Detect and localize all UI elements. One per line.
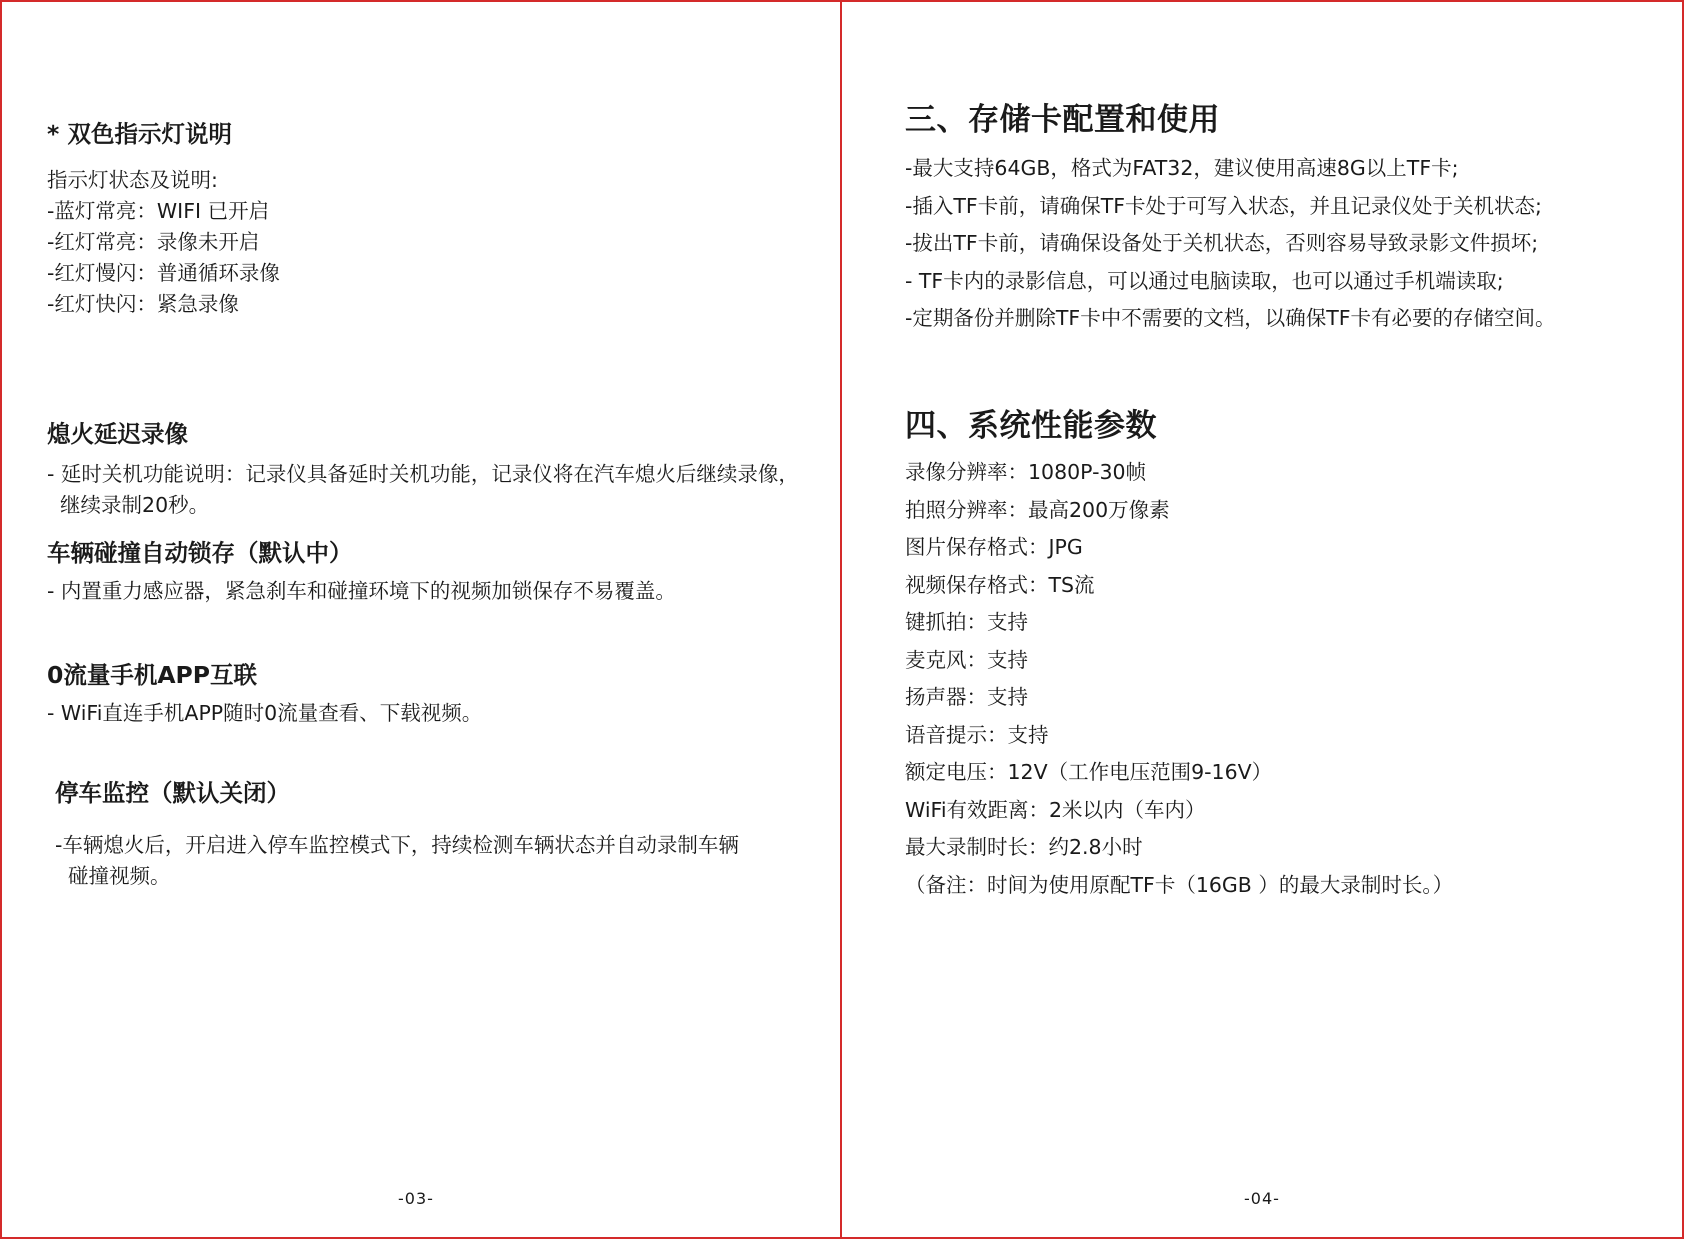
specs-section-body	[905, 454, 1453, 904]
page-number: -04-	[1244, 1189, 1280, 1208]
app-section-title: 0流量手机APP互联	[47, 661, 257, 689]
spec-line: 视频保存格式：TS流	[905, 572, 1095, 597]
led-section-title: * 双色指示灯说明	[47, 120, 232, 148]
spec-line: 额定电压：12V（工作电压范围9-16V）	[905, 760, 1273, 784]
page-number: -03-	[398, 1189, 434, 1208]
spec-line: 录像分辨率：1080P-30帧	[905, 460, 1147, 484]
app-line: - WiFi直连手机APP随时0流量查看、下载视频。	[47, 701, 483, 725]
parking-section-title: 停车监控（默认关闭）	[55, 779, 290, 807]
led-line: 指示灯状态及说明:	[47, 168, 218, 192]
led-line: -红灯常亮：录像未开启	[47, 230, 260, 254]
lock-line: - 内置重力感应器，紧急刹车和碰撞环境下的视频加锁保存不易覆盖。	[47, 579, 676, 603]
led-section-body	[47, 165, 280, 320]
storage-section-body	[905, 150, 1556, 338]
spec-line: 扬声器：支持	[905, 685, 1028, 709]
delay-line: - 延时关机功能说明：记录仪具备延时关机功能，记录仪将在汽车熄火后继续录像，	[47, 462, 799, 486]
spec-line: 最大录制时长：约2.8小时	[905, 835, 1143, 859]
spec-line: （备注：时间为使用原配TF卡（16GB ）的最大录制时长。）	[905, 872, 1454, 897]
spec-line: 图片保存格式：JPG	[905, 535, 1083, 559]
parking-line: 碰撞视频。	[55, 864, 171, 888]
parking-section-body	[55, 830, 739, 892]
led-line: -蓝灯常亮：WIFI 已开启	[47, 199, 270, 223]
spec-line: 麦克风：支持	[905, 647, 1028, 672]
parking-line: -车辆熄火后，开启进入停车监控模式下，持续检测车辆状态并自动录制车辆	[55, 833, 739, 857]
lock-section-body	[47, 576, 676, 607]
spec-line: 键抓拍：支持	[905, 610, 1028, 634]
spec-line: 拍照分辨率：最高200万像素	[905, 497, 1170, 522]
storage-line: -插入TF卡前，请确保TF卡处于可写入状态，并且记录仪处于关机状态;	[905, 193, 1542, 218]
specs-section-title: 四、系统性能参数	[905, 408, 1157, 444]
storage-line: -最大支持64GB，格式为FAT32，建议使用高速8G以上TF卡;	[905, 156, 1459, 180]
delay-line: 继续录制20秒。	[47, 493, 210, 517]
app-section-body	[47, 698, 482, 729]
storage-line: -拔出TF卡前，请确保设备处于关机状态，否则容易导致录影文件损坏;	[905, 231, 1539, 255]
right-page	[840, 0, 1684, 1239]
delay-section-body	[47, 459, 799, 521]
spec-line: WiFi有效距离：2米以内（车内）	[905, 797, 1206, 822]
delay-section-title: 熄火延迟录像	[47, 420, 188, 448]
storage-line: -定期备份并删除TF卡中不需要的文档，以确保TF卡有必要的存储空间。	[905, 306, 1556, 330]
storage-section-title: 三、存储卡配置和使用	[905, 102, 1220, 138]
spec-line: 语音提示：支持	[905, 722, 1049, 747]
led-line: -红灯慢闪：普通循环录像	[47, 261, 280, 285]
lock-section-title: 车辆碰撞自动锁存（默认中）	[47, 539, 353, 567]
storage-line: - TF卡内的录影信息，可以通过电脑读取，也可以通过手机端读取;	[905, 268, 1504, 293]
led-line: -红灯快闪：紧急录像	[47, 292, 239, 316]
left-page	[0, 0, 842, 1239]
